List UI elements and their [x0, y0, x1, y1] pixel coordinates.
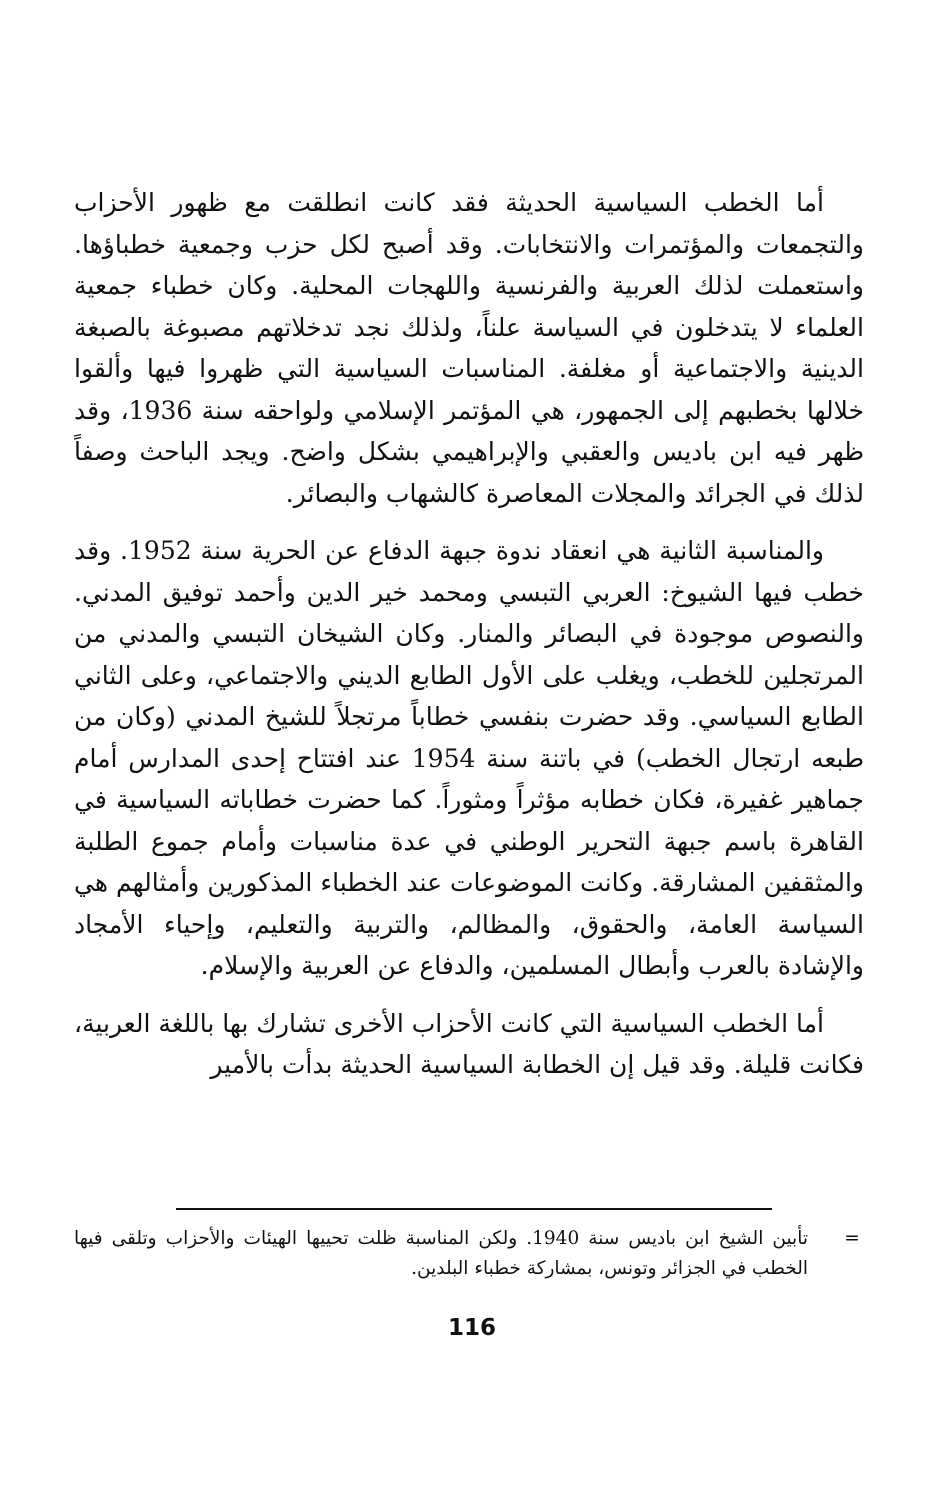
- footnote: [74, 1224, 864, 1284]
- paragraph-2: والمناسبة الثانية هي انعقاد ندوة جبهة الدفاع عن الحرية سنة 1952. وقد خطب فيها الشيوخ: العربي التبسي ومحمد خير الدين وأحمد توفيق المدني. والنصوص موجودة في البصائر والمنار. وكان الشيخان التبسي والمدني من المرتجلين للخطب، ويغلب على الأول الطابع الديني والاجتماعي، وعلى الثاني الطابع السياسي. وقد حضرت بنفسي خطاباً مرتجلاً للشيخ المدني (وكان من طبعه ارتجال الخطب) في باتنة سنة 1954 عند افتتاح إحدى المدارس أمام جماهير غفيرة، فكان خطابه مؤثراً ومثوراً. كما حضرت خطاباته السياسية في القاهرة باسم جبهة التحرير الوطني في عدة مناسبات وأمام جموع الطلبة والمثقفين المشارقة. وكانت الموضوعات عند الخطباء المذكورين وأمثالهم هي السياسة العامة، والحقوق، والمظالم، والتربية والتعليم، وإحياء الأمجاد والإشادة بالعرب وأبطال المسلمين، والدفاع عن العربية والإسلام.: [74, 536, 864, 980]
- footnote-text: تأبين الشيخ ابن باديس سنة 1940. ولكن المناسبة ظلت تحييها الهيئات والأحزاب وتلقى فيها الخطب في الجزائر وتونس، بمشاركة خطباء البلدين.: [74, 1228, 808, 1279]
- footnote-continuation-mark: =: [844, 1228, 860, 1249]
- footnote-divider: [176, 1208, 772, 1210]
- page-number: 116: [447, 1315, 496, 1341]
- page-body: [74, 182, 864, 1086]
- paragraph-1: أما الخطب السياسية الحديثة فقد كانت انطلقت مع ظهور الأحزاب والتجمعات والمؤتمرات والانتخابات. وقد أصبح لكل حزب وجمعية خطباؤها. واستعملت لذلك العربية والفرنسية واللهجات المحلية. وكان خطباء جمعية العلماء لا يتدخلون في السياسة علناً، ولذلك نجد تدخلاتهم مصبوغة بالصبغة الدينية والاجتماعية أو مغلفة. المناسبات السياسية التي ظهروا فيها وألقوا خلالها بخطبهم إلى الجمهور، هي المؤتمر الإسلامي ولواحقه سنة 1936، وقد ظهر فيه ابن باديس والعقبي والإبراهيمي بشكل واضح. ويجد الباحث وصفاً لذلك في الجرائد والمجلات المعاصرة كالشهاب والبصائر.: [74, 188, 864, 508]
- paragraph-3: أما الخطب السياسية التي كانت الأحزاب الأخرى تشارك بها باللغة العربية، فكانت قليلة. وقد قيل إن الخطابة السياسية الحديثة بدأت بالأمير: [74, 1008, 864, 1079]
